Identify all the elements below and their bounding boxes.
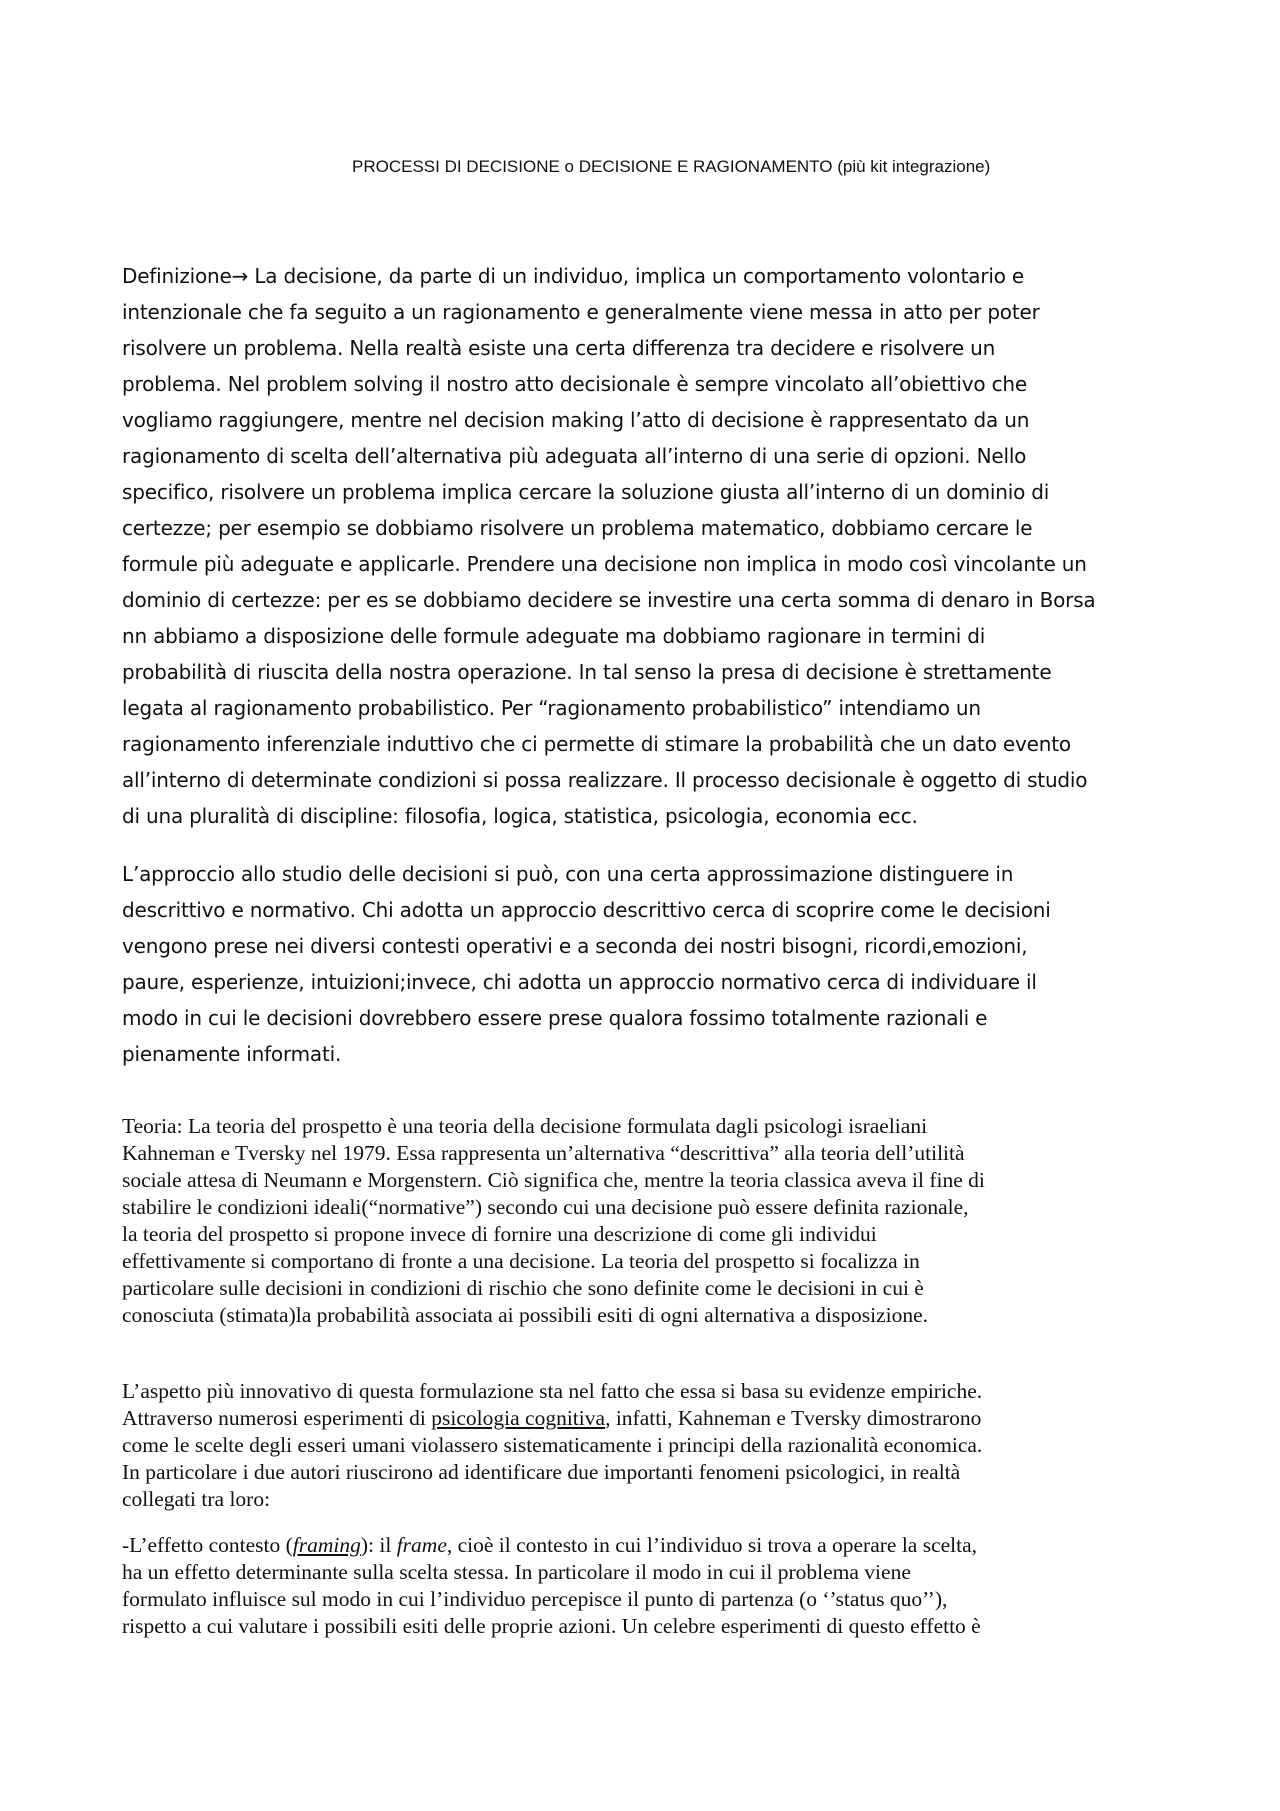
paragraph-line: la teoria del prospetto si propone invece di fornire una descrizione di come gli individui bbox=[122, 1222, 877, 1246]
paragraph-line: all’interno di determinate condizioni si possa realizzare. Il processo decisionale è oggetto di studio bbox=[122, 768, 1088, 792]
text-run: ): il bbox=[360, 1533, 397, 1557]
paragraph-line: formule più adeguate e applicarle. Prendere una decisione non implica in modo così vincolante un bbox=[122, 552, 1087, 576]
framing-link[interactable]: framing bbox=[292, 1533, 361, 1557]
paragraph-line: nn abbiamo a disposizione delle formule adeguate ma dobbiamo ragionare in termini di bbox=[122, 624, 986, 648]
paragraph-line: intenzionale che fa seguito a un ragionamento e generalmente viene messa in atto per poter bbox=[122, 300, 1040, 324]
paragraph-line: L’aspetto più innovativo di questa formulazione sta nel fatto che essa si basa su evidenze empiriche. bbox=[122, 1379, 983, 1403]
framing-paragraph bbox=[122, 1532, 1182, 1640]
arrow-right-icon: → bbox=[231, 264, 249, 288]
paragraph-line: ha un effetto determinante sulla scelta stessa. In particolare il modo in cui il problema viene bbox=[122, 1560, 911, 1584]
paragraph-line: stabilire le condizioni ideali(“normative”) secondo cui una decisione può essere definita razionale, bbox=[122, 1195, 969, 1219]
paragraph-line: probabilità di riuscita della nostra operazione. In tal senso la presa di decisione è strettamente bbox=[122, 660, 1052, 684]
frame-term: frame bbox=[396, 1533, 447, 1557]
paragraph-line: ragionamento inferenziale induttivo che ci permette di stimare la probabilità che un dato evento bbox=[122, 732, 1071, 756]
paragraph-line: In particolare i due autori riuscirono ad identificare due importanti fenomeni psicologici, in realtà bbox=[122, 1460, 961, 1484]
paragraph-line: conosciuta (stimata)la probabilità associata ai possibili esiti di ogni alternativa a disposizione. bbox=[122, 1303, 929, 1327]
paragraph-line: certezze; per esempio se dobbiamo risolvere un problema matematico, dobbiamo cercare le bbox=[122, 516, 1033, 540]
paragraph-line: formulato influisce sul modo in cui l’individuo percepisce il punto di partenza (o ‘’status quo’’), bbox=[122, 1587, 948, 1611]
aspect-paragraph bbox=[122, 1378, 1182, 1513]
paragraph-line bbox=[122, 1532, 1182, 1559]
paragraph-line: Kahneman e Tversky nel 1979. Essa rappresenta un’alternativa “descrittiva” alla teoria dell’utilità bbox=[122, 1141, 965, 1165]
paragraph-line bbox=[122, 258, 1182, 294]
paragraph-line: collegati tra loro: bbox=[122, 1487, 271, 1511]
definition-paragraph bbox=[122, 258, 1182, 834]
paragraph-line: come le scelte degli esseri umani violassero sistematicamente i principi della razionalità economica. bbox=[122, 1433, 983, 1457]
definition-text: La decisione, da parte di un individuo, implica un comportamento volontario e bbox=[248, 264, 1024, 288]
paragraph-line: problema. Nel problem solving il nostro atto decisionale è sempre vincolato all’obiettivo che bbox=[122, 372, 1027, 396]
text-run: , infatti, Kahneman e Tversky dimostrarono bbox=[605, 1406, 982, 1430]
paragraph-line: sociale attesa di Neumann e Morgenstern. Ciò significa che, mentre la teoria classica aveva il fine di bbox=[122, 1168, 985, 1192]
text-run: , cioè il contesto in cui l’individuo si trova a operare la scelta, bbox=[446, 1533, 978, 1557]
paragraph-line: L’approccio allo studio delle decisioni si può, con una certa approssimazione distinguere in bbox=[122, 862, 1014, 886]
paragraph-line: legata al ragionamento probabilistico. Per “ragionamento probabilistico” intendiamo un bbox=[122, 696, 981, 720]
paragraph-line bbox=[122, 1405, 1182, 1432]
paragraph-line: risolvere un problema. Nella realtà esiste una certa differenza tra decidere e risolvere un bbox=[122, 336, 996, 360]
definition-label: Definizione bbox=[122, 264, 232, 288]
paragraph-line: specifico, risolvere un problema implica cercare la soluzione giusta all’interno di un dominio di bbox=[122, 480, 1050, 504]
paragraph-line: particolare sulle decisioni in condizioni di rischio che sono definite come le decisioni in cui è bbox=[122, 1276, 924, 1300]
paragraph-line: vengono prese nei diversi contesti operativi e a seconda dei nostri bisogni, ricordi,emozioni, bbox=[122, 934, 1028, 958]
theory-paragraph bbox=[122, 1113, 1182, 1329]
paragraph-line: dominio di certezze: per es se dobbiamo decidere se investire una certa somma di denaro in Borsa bbox=[122, 588, 1096, 612]
paragraph-line: vogliamo raggiungere, mentre nel decision making l’atto di decisione è rappresentato da un bbox=[122, 408, 1030, 432]
paragraph-line: pienamente informati. bbox=[122, 1042, 342, 1066]
paragraph-line: Teoria: La teoria del prospetto è una teoria della decisione formulata dagli psicologi israeliani bbox=[122, 1114, 928, 1138]
paragraph-line: modo in cui le decisioni dovrebbero essere prese qualora fossimo totalmente razionali e bbox=[122, 1006, 988, 1030]
paragraph-line: ragionamento di scelta dell’alternativa più adeguata all’interno di una serie di opzioni. Nello bbox=[122, 444, 1027, 468]
paragraph-line: effettivamente si comportano di fronte a una decisione. La teoria del prospetto si focalizza in bbox=[122, 1249, 920, 1273]
psicologia-cognitiva-link[interactable]: psicologia cognitiva bbox=[431, 1406, 606, 1430]
paragraph-line: rispetto a cui valutare i possibili esiti delle proprie azioni. Un celebre esperimenti di questo effetto è bbox=[122, 1614, 981, 1638]
paragraph-line: di una pluralità di discipline: filosofia, logica, statistica, psicologia, economia ecc. bbox=[122, 804, 918, 828]
paragraph-line: paure, esperienze, intuizioni;invece, chi adotta un approccio normativo cerca di individuare il bbox=[122, 970, 1037, 994]
text-run: Attraverso numerosi esperimenti di bbox=[122, 1406, 432, 1430]
text-run: -L’effetto contesto ( bbox=[122, 1533, 293, 1557]
paragraph-line: descrittivo e normativo. Chi adotta un approccio descrittivo cerca di scoprire come le decisioni bbox=[122, 898, 1051, 922]
approach-paragraph bbox=[122, 856, 1182, 1072]
document-title: PROCESSI DI DECISIONE o DECISIONE E RAGIONAMENTO (più kit integrazione) bbox=[352, 157, 991, 176]
